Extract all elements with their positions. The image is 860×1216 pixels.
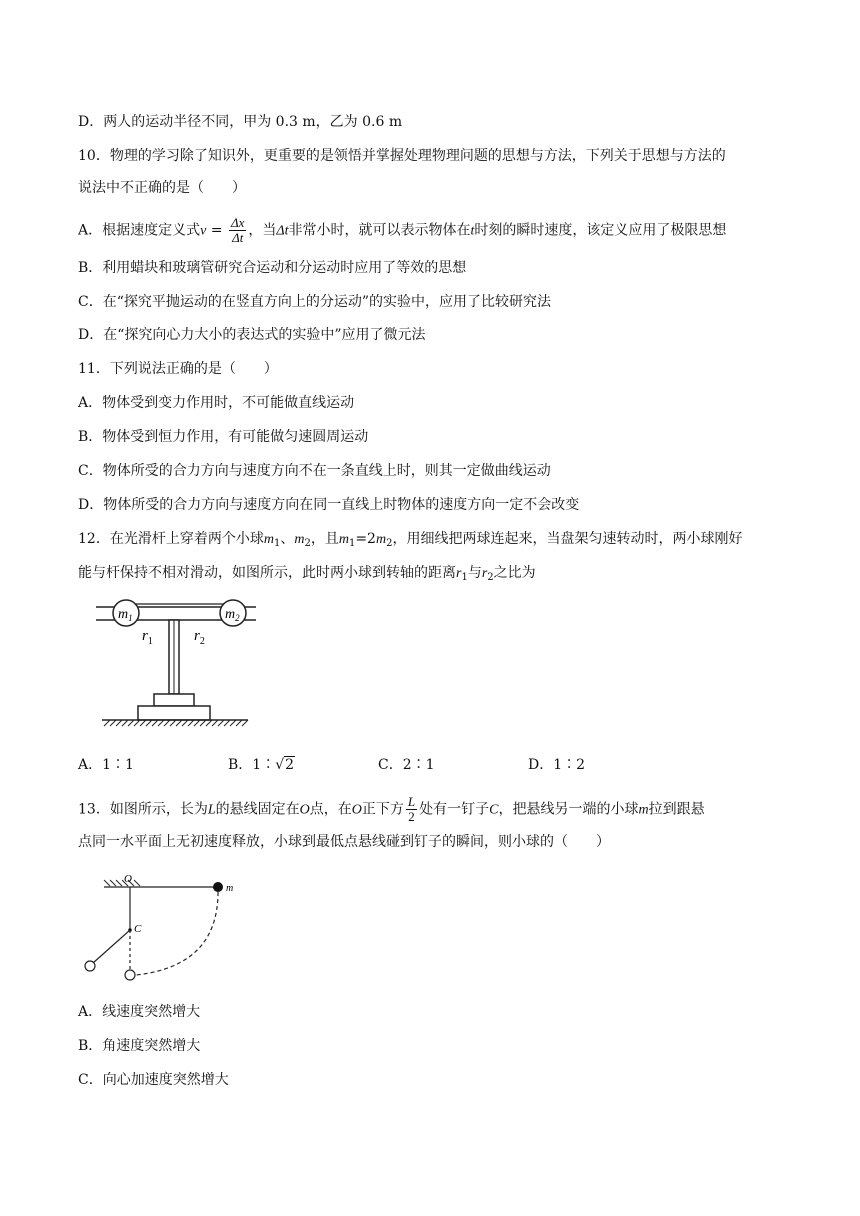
q12-option-b	[228, 755, 295, 775]
q13-text: 处有一钉子	[419, 801, 490, 818]
q11-option-d: D．物体所受的合力方向与速度方向在同一直线上时物体的速度方向一定不会改变	[78, 497, 580, 513]
m2-symbol: m	[375, 532, 387, 547]
half-length-fraction	[406, 795, 417, 824]
figure-r-letter: r	[194, 628, 200, 644]
q13-text: 的悬线固定在	[215, 801, 300, 818]
q10-a-post: 时刻的瞬时速度，该定义应用了极限思想	[474, 222, 727, 239]
figure-m-letter: m	[225, 607, 236, 622]
q13-text: ，把悬线另一端的小球	[498, 801, 639, 818]
figure-r1-label	[142, 628, 153, 647]
q12-text: 之比为	[493, 565, 536, 581]
velocity-symbol: v	[200, 223, 207, 239]
figure-m-subscript: 1	[128, 613, 133, 623]
q13-option-a: A．线速度突然增大	[78, 1004, 201, 1020]
q9-option-d: D．两人的运动半径不同，甲为 0.3 m，乙为 0.6 m	[78, 114, 403, 130]
figure-m-letter: m	[118, 607, 129, 622]
figure-r2-label	[194, 628, 205, 647]
r2-subscript: 2	[487, 572, 494, 583]
q10-a-mid1: ，当	[248, 222, 277, 239]
point-o-symbol: O	[351, 802, 362, 818]
fraction-denominator: Δt	[232, 230, 244, 245]
equals-sign: =	[206, 222, 227, 239]
m2-symbol: m	[294, 532, 305, 547]
figure-c-label: C	[134, 923, 142, 935]
m2-subscript: 2	[386, 538, 393, 549]
fraction-numerator: Δx	[230, 215, 245, 230]
q10-option-d: D．在“探究向心力大小的表达式的实验中”应用了微元法	[78, 327, 426, 343]
q13-stem-line1	[78, 795, 705, 824]
q10-a-prefix: A．根据速度定义式	[78, 222, 201, 239]
q13-text: 点，在	[309, 801, 352, 818]
rotating-rack-figure	[96, 596, 256, 734]
length-symbol: L	[207, 802, 216, 818]
fraction-numerator: L	[407, 794, 416, 809]
t-symbol: t	[470, 223, 475, 239]
sqrt-symbol: √2	[275, 757, 295, 773]
q11-option-a: A．物体受到变力作用时，不可能做直线运动	[78, 395, 355, 411]
sqrt-radicand: 2	[285, 757, 295, 773]
figure-r-letter: r	[142, 628, 148, 644]
figure-o-label: O	[124, 873, 132, 885]
q10-stem-line2: 说法中不正确的是（ ）	[78, 180, 246, 196]
q10-stem-line1: 10．物理的学习除了知识外，更重要的是领悟并掌握处理物理问题的思想与方法，下列关于思想与方法的	[78, 148, 726, 164]
velocity-fraction	[229, 216, 246, 245]
r1-symbol: r	[456, 566, 462, 581]
figure-m-subscript: 2	[235, 613, 240, 623]
q13-stem-line2: 点同一水平面上无初速度释放，小球到最低点悬线碰到钉子的瞬间，则小球的（ ）	[78, 834, 610, 850]
q12-option-a: A．1∶1	[78, 757, 134, 773]
q12-text: ，用细线把两球连起来，当盘架匀速转动时，两小球刚好	[392, 531, 743, 547]
q12-option-d: D．1∶2	[528, 757, 586, 773]
q12-option-c: C．2∶1	[378, 757, 435, 773]
m1-subscript: 1	[348, 538, 356, 549]
q10-option-a	[78, 216, 726, 245]
q10-option-b: B．利用蜡块和玻璃管研究合运动和分运动时应用了等效的思想	[78, 260, 467, 276]
q11-option-c: C．物体所受的合力方向与速度方向不在一条直线上时，则其一定做曲线运动	[78, 463, 551, 479]
q13-option-c: C．向心加速度突然增大	[78, 1072, 229, 1088]
equation-text: =2	[355, 531, 376, 547]
q12-stem-line1	[78, 529, 742, 554]
r2-symbol: r	[481, 566, 488, 581]
m1-symbol: m	[263, 532, 274, 547]
q12-text: 与	[467, 565, 482, 581]
m1-symbol: m	[338, 532, 349, 547]
figure-m-label: m	[226, 883, 234, 894]
q13-text: 13．如图所示，长为	[78, 801, 208, 818]
delta-t-symbol: Δt	[276, 223, 289, 239]
q13-option-b: B．角速度突然增大	[78, 1038, 201, 1054]
pendulum-figure	[80, 870, 240, 982]
mass-symbol: m	[638, 802, 649, 818]
fraction-denominator: 2	[408, 809, 415, 824]
q12-text: ，且	[310, 531, 339, 547]
figure-r-subscript: 2	[199, 636, 205, 647]
figure-r-subscript: 1	[147, 636, 153, 647]
q12-stem-line2	[78, 563, 536, 588]
m1-subscript: 1	[273, 538, 281, 549]
q11-option-b: B．物体受到恒力作用，有可能做匀速圆周运动	[78, 429, 369, 445]
q13-text: 拉到跟悬	[648, 801, 705, 818]
q12-text: 能与杆保持不相对滑动，如图所示，此时两小球到转轴的距离	[78, 565, 456, 581]
q13-text: 正下方	[361, 801, 404, 818]
m2-subscript: 2	[304, 538, 311, 549]
point-o-symbol: O	[299, 802, 310, 818]
separator: 、	[280, 531, 295, 547]
r1-subscript: 1	[461, 572, 468, 583]
q12-text: 12．在光滑杆上穿着两个小球	[78, 531, 264, 547]
q11-stem: 11．下列说法正确的是（ ）	[78, 361, 278, 377]
q10-a-mid2: 非常小时，就可以表示物体在	[288, 222, 471, 239]
q12-b-prefix: B．1∶	[228, 757, 276, 773]
q10-option-c: C．在“探究平抛运动的在竖直方向上的分运动”的实验中，应用了比较研究法	[78, 294, 552, 310]
point-c-symbol: C	[489, 802, 499, 818]
